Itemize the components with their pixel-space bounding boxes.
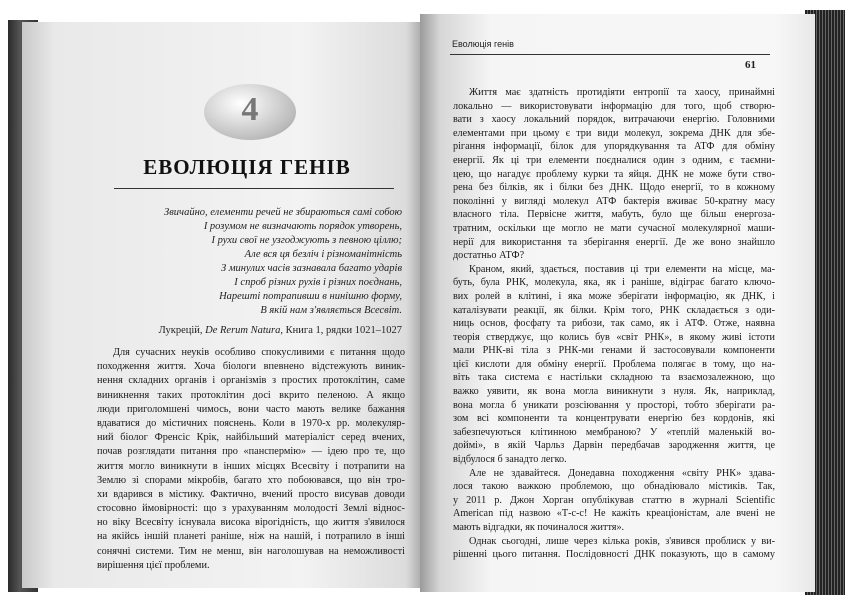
text-line: достатньо АТФ?	[453, 250, 525, 262]
text-line: важко уявити, як вона могла виникнути з нуля. Як, наприклад,	[453, 386, 775, 398]
text-line: мають відгадки, як починалося життя».	[453, 522, 625, 533]
chapter-title: ЕВОЛЮЦІЯ ГЕНІВ	[143, 155, 351, 179]
right-page-body	[453, 86, 775, 562]
text-line: походження життя. Хоча біологи впевнено відстежують виник-	[97, 361, 405, 373]
text-line: тратним, оскільки ще могло не мати сучасної молекулярної маши-	[453, 222, 775, 234]
page-number: 61	[745, 59, 756, 71]
text-line: теорія стверджує, що колись був «світ РНК», в якому живі істоти	[453, 331, 775, 343]
attribution-work: De Rerum Natura	[205, 325, 281, 336]
text-line: нення складних органів і організмів з простих протоклітин, саме	[97, 375, 405, 387]
text-line: Краном, який, здається, поставив ці три елементи на місце, ма-	[469, 263, 775, 275]
text-line: лося такою важкою проблемою, що обнадіювало містиків. Так,	[453, 481, 775, 493]
text-line: нерії для використання та зберігання енергії. Де же воно знайшло	[453, 236, 775, 248]
text-line: Однак сьогодні, лише через кілька років, з'явився проблиск у ви-	[469, 535, 775, 547]
text-line: виникнення таких протоклітин досі вкрито пеленою. А якщо	[97, 389, 405, 401]
text-line: ний біолог Френсіс Крік, найбільший матеріаліст серед вчених,	[97, 432, 405, 444]
text-line: вих ролей в клітині, і яка може зберігати інформацію, як ДНК, і	[453, 290, 775, 302]
text-line: цієї кислоти для обміну енергії. Проблема полягає в тому, що на-	[453, 358, 775, 370]
text-line: у 2011 р. Джон Хорган опублікував статтю в журналі Scientific	[453, 494, 775, 506]
epigraph-line: Нарешті потрапивши в нинішню форму,	[219, 291, 402, 302]
text-line: вона могла б уникати розсіювання у просторі, тобто зберігати ра-	[453, 399, 775, 411]
text-line: віть така система є настільки складною та взаємозалежною, що	[453, 372, 775, 384]
text-line: люди приголомшені чимось, вони часто мають велике бажання	[97, 403, 405, 415]
text-line: но віку Всесвіту існувала висока вірогідність, що життя з'явилося	[97, 517, 405, 529]
text-line: каталізувати реакції, як білки. Крім того, РНК складається з оди-	[453, 304, 775, 316]
epigraph-line: І рухи свої не узгоджують з певною ціллю;	[211, 235, 402, 246]
text-line: поколінні у вигляді молекул АТФ бактерія вживає 50-кратну масу	[453, 195, 775, 207]
text-line: буть, була РНК, молекула, яка, як і раніше, відіграє багато ключо-	[453, 277, 775, 289]
epigraph-line: І розумом не визначають порядок утворень,	[203, 221, 402, 232]
text-line: енергії. Як ці три елементи поєдналися один з одним, є таємни-	[453, 154, 775, 166]
text-line: стосовно ймовірності: що з урахуванням молодості Землі віднос-	[97, 503, 405, 515]
text-line: забезпечуються клітинною мембраною? У «теплій маленькій во-	[453, 426, 775, 438]
text-line: American під назвою «Т-с-с! Не кажіть креаціоністам, але вчені не	[453, 508, 775, 520]
attribution-ref: , Книга 1, рядки 1021–1027	[280, 325, 402, 336]
text-line: вирішення цієї проблеми.	[97, 559, 210, 571]
left-page-body	[97, 346, 405, 573]
text-line: локально — використовувати інформацію для того, щоб створю-	[453, 100, 775, 112]
text-line: елементами при цьому є три види молекул, зокрема ДНК для збе-	[453, 127, 775, 139]
text-line: хи вдарився в містику. Фактично, вчений просто висував доводи	[97, 488, 405, 500]
running-head: Еволюція генів	[452, 39, 514, 49]
header-divider	[450, 54, 770, 55]
text-line: Для сучасних неуків особливо спокусливими є питання щодо	[113, 347, 405, 358]
epigraph-line: З минулих часів зазнавала багато ударів	[221, 263, 402, 274]
attribution-author: Лукрецій,	[158, 325, 206, 336]
text-line: вати з хаосу локальний порядок, витрачаючи енергію. Головними	[453, 114, 775, 126]
text-line: власного тіла. Первісне життя, мабуть, було ще більш енергоза-	[453, 209, 775, 221]
text-line: Життя має здатність протидіяти ентропії та хаосу, принаймні	[469, 87, 775, 98]
chapter-number: 4	[241, 91, 259, 128]
text-line: почав розглядати питання про «панспермію» — ідею про те, що	[97, 446, 405, 458]
text-line: зом всі компоненти та концентрувати енергію без кордонів, які	[453, 413, 775, 425]
right-page	[420, 14, 815, 592]
text-line: відбулося б занадто легко.	[453, 454, 567, 466]
text-line: вдаватися до містичних пояснень. Коли в 1970-х рр. молекуляр-	[97, 417, 405, 429]
text-line: рішенні цього питання. Послідовності ДНК показують, що в самому	[453, 549, 775, 561]
text-line: Землю зі спорами мікробів, багато хто побоювався, що він тро-	[97, 474, 405, 486]
epigraph-line: В якій нам з'являється Всесвіт.	[260, 305, 402, 316]
epigraph-attribution	[112, 324, 402, 337]
title-divider	[114, 188, 394, 189]
text-line: доймі», в якій Чарльз Дарвін передбачав зародження життя, це	[453, 440, 775, 452]
epigraph-line: Але вся ця безліч і різноманітність	[244, 249, 402, 260]
left-page	[22, 22, 422, 588]
epigraph-line: І спроб різних рухів і різних поєднань,	[234, 277, 402, 288]
text-line: рена без білків, як і білки без ДНК. Щодо енергії, то в кожному	[453, 182, 775, 194]
text-line: цею, що нагадує проблему курки та яйця. ДНК не може бути ство-	[453, 168, 775, 180]
epigraph-line: Звичайно, елементи речей не збираються самі собою	[164, 207, 402, 218]
text-line: рігання інформації, білок для упорядкування та АТФ для обміну	[453, 141, 775, 153]
text-line: на якійсь іншій планеті раніше, ніж на нашій, і потрапило в інші	[97, 531, 405, 543]
text-line: Але не здавайтеся. Донедавна походження «світу РНК» здава-	[469, 467, 775, 479]
text-line: сонячні системи. Тим не менш, він наголошував на неможливості	[97, 545, 405, 557]
text-line: життя могло виникнути в інших місцях Всесвіту і потрапити на	[97, 460, 405, 472]
text-line: ниць основ, фосфату та рибози, так само, як і АТФ. Отже, наявна	[453, 318, 775, 330]
epigraph	[112, 206, 402, 318]
text-line: мали РНК-ві тіла з РНК-ми генами й застосовували компоненти	[453, 345, 775, 357]
